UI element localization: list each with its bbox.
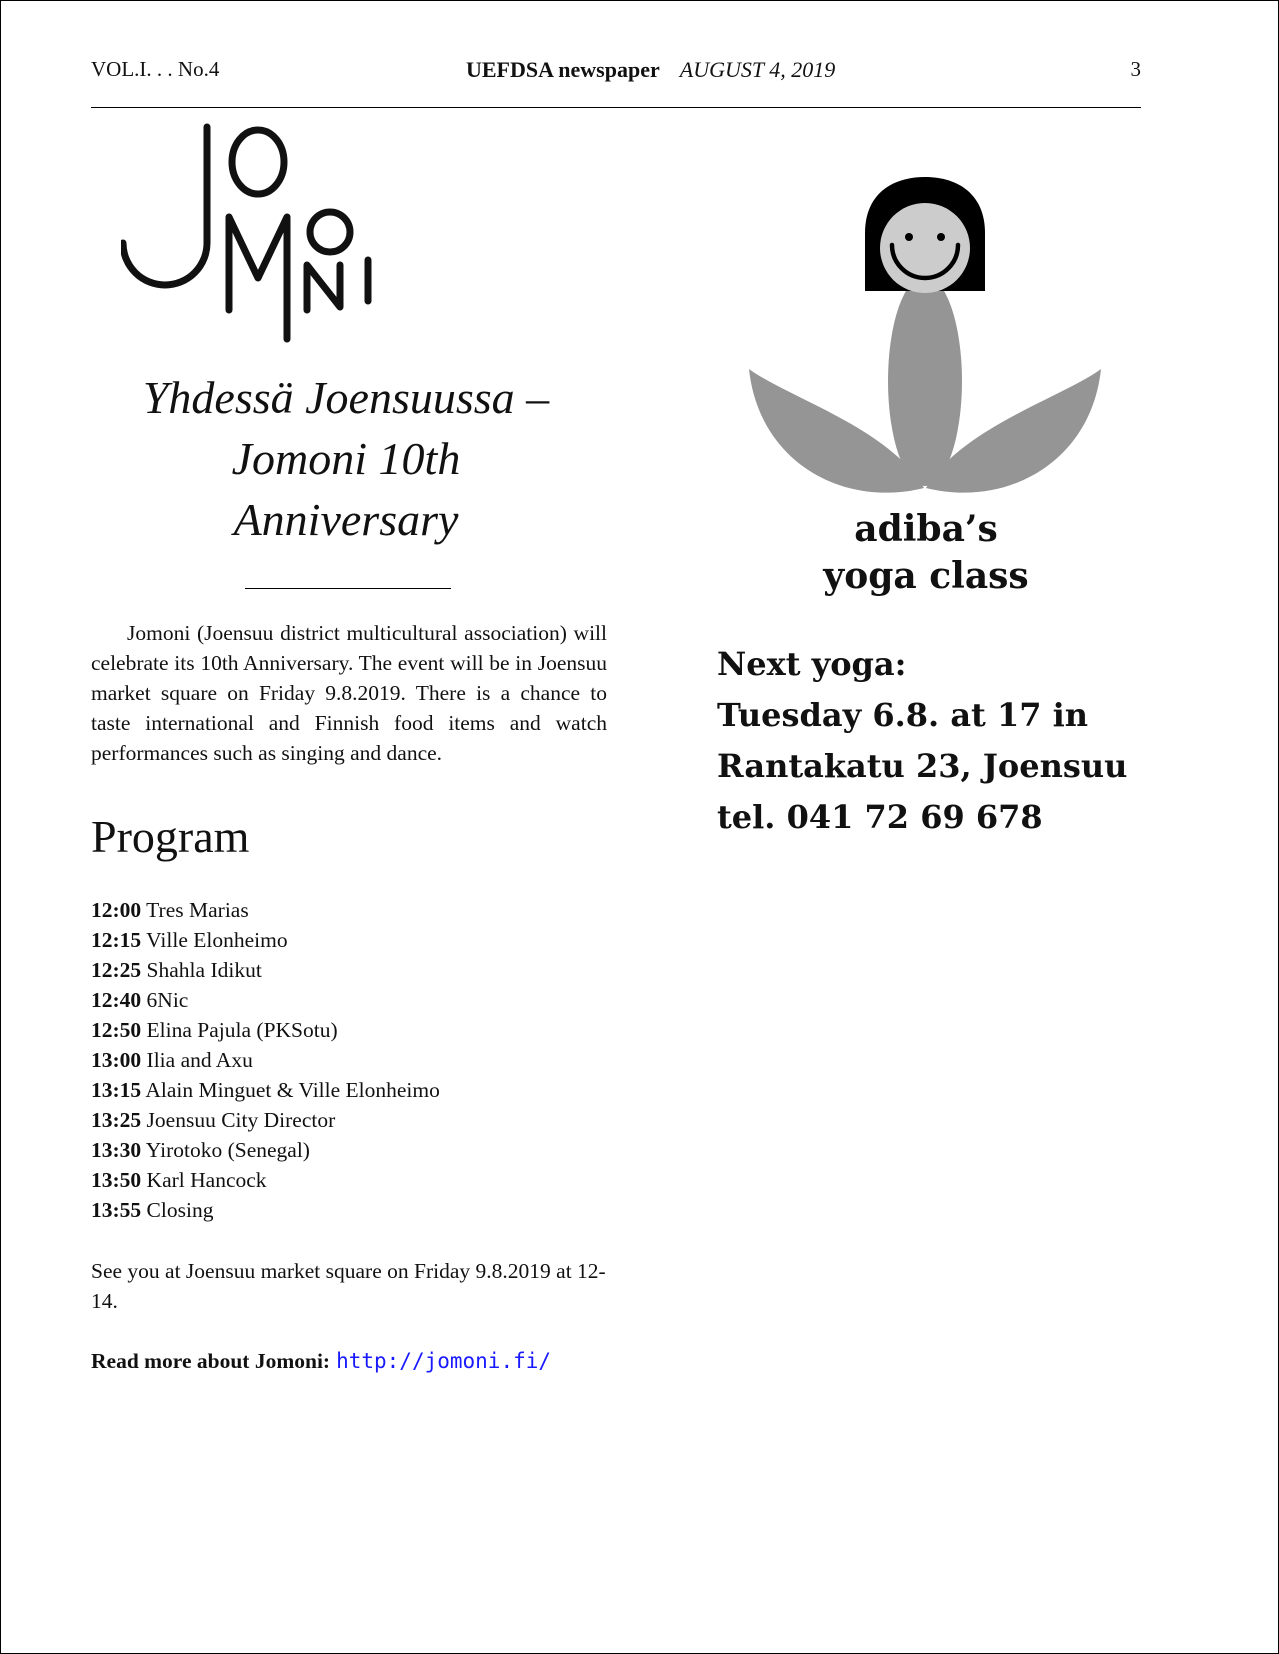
program-act: Elina Pajula (PKSotu) <box>146 1018 338 1042</box>
headline-line: Anniversary <box>233 494 459 545</box>
program-time: 13:50 <box>91 1168 142 1192</box>
lotus-body <box>888 276 962 486</box>
issue-date: AUGUST 4, 2019 <box>679 57 836 82</box>
right-eye-icon <box>937 233 945 241</box>
program-item <box>91 1195 611 1225</box>
closing-text: See you at Joensuu market square on Friday 9.8.2019 at 12-14. <box>91 1259 606 1313</box>
program-item <box>91 1135 611 1165</box>
read-more-label: Read more about Jomoni: <box>91 1349 331 1373</box>
article-headline <box>91 367 601 550</box>
program-time: 13:30 <box>91 1138 142 1162</box>
yoga-class-title <box>731 506 1121 600</box>
page-number: 3 <box>1130 57 1141 81</box>
program-item <box>91 925 611 955</box>
program-act: Yirotoko (Senegal) <box>145 1138 310 1162</box>
headline-line: Jomoni 10th <box>231 433 461 484</box>
program-act: Alain Minguet & Ville Elonheimo <box>145 1078 440 1102</box>
yoga-title-line: yoga class <box>823 555 1029 597</box>
program-act: 6Nic <box>146 988 189 1012</box>
program-time: 12:40 <box>91 988 142 1012</box>
yoga-info-line: Rantakatu 23, Joensuu <box>717 747 1128 785</box>
header-divider <box>91 107 1141 108</box>
program-time: 12:50 <box>91 1018 142 1042</box>
masthead <box>466 57 835 83</box>
program-heading: Program <box>91 811 250 862</box>
program-item <box>91 955 611 985</box>
left-eye-icon <box>905 233 913 241</box>
program-act: Ilia and Axu <box>146 1048 253 1072</box>
jomoni-website-link[interactable]: http://jomoni.fi/ <box>336 1349 552 1373</box>
yoga-title-line: adiba’s <box>854 508 998 550</box>
program-act: Ville Elonheimo <box>146 928 288 952</box>
program-item <box>91 985 611 1015</box>
program-item <box>91 895 611 925</box>
program-time: 13:15 <box>91 1078 142 1102</box>
program-list <box>91 895 611 1225</box>
headline-line: Yhdessä Joensuussa – <box>142 372 550 423</box>
program-act: Shahla Idikut <box>146 958 262 982</box>
read-more <box>91 1346 551 1376</box>
program-item <box>91 1105 611 1135</box>
program-time: 12:15 <box>91 928 142 952</box>
yoga-info-line: Next yoga: <box>717 645 907 683</box>
yoga-lotus-figure-icon <box>749 173 1101 493</box>
program-act: Closing <box>146 1198 214 1222</box>
program-item <box>91 1165 611 1195</box>
program-item <box>91 1075 611 1105</box>
headline-divider <box>245 588 451 589</box>
program-time: 12:00 <box>91 898 142 922</box>
yoga-info-line: Tuesday 6.8. at 17 in <box>717 696 1089 734</box>
article-intro: Jomoni (Joensuu district multicultural association) will celebrate its 10th Anniversary. The event will be in Joensuu market square on Friday 9.8.2019. There is a chance to taste international and Finnish food items and watch performances such as singing and dance. <box>91 621 607 765</box>
jomoni-logo-icon <box>121 123 391 345</box>
volume-number: VOL.I. . . No.4 <box>91 57 220 81</box>
program-item <box>91 1045 611 1075</box>
program-item <box>91 1015 611 1045</box>
newspaper-name: UEFDSA newspaper <box>466 57 660 82</box>
program-act: Tres Marias <box>146 898 249 922</box>
program-time: 13:00 <box>91 1048 142 1072</box>
page-header <box>91 57 1141 87</box>
yoga-info <box>717 639 1237 843</box>
program-time: 13:55 <box>91 1198 142 1222</box>
program-act: Joensuu City Director <box>146 1108 336 1132</box>
program-act: Karl Hancock <box>146 1168 267 1192</box>
program-time: 12:25 <box>91 958 142 982</box>
yoga-info-line: tel. 041 72 69 678 <box>717 798 1043 836</box>
program-time: 13:25 <box>91 1108 142 1132</box>
